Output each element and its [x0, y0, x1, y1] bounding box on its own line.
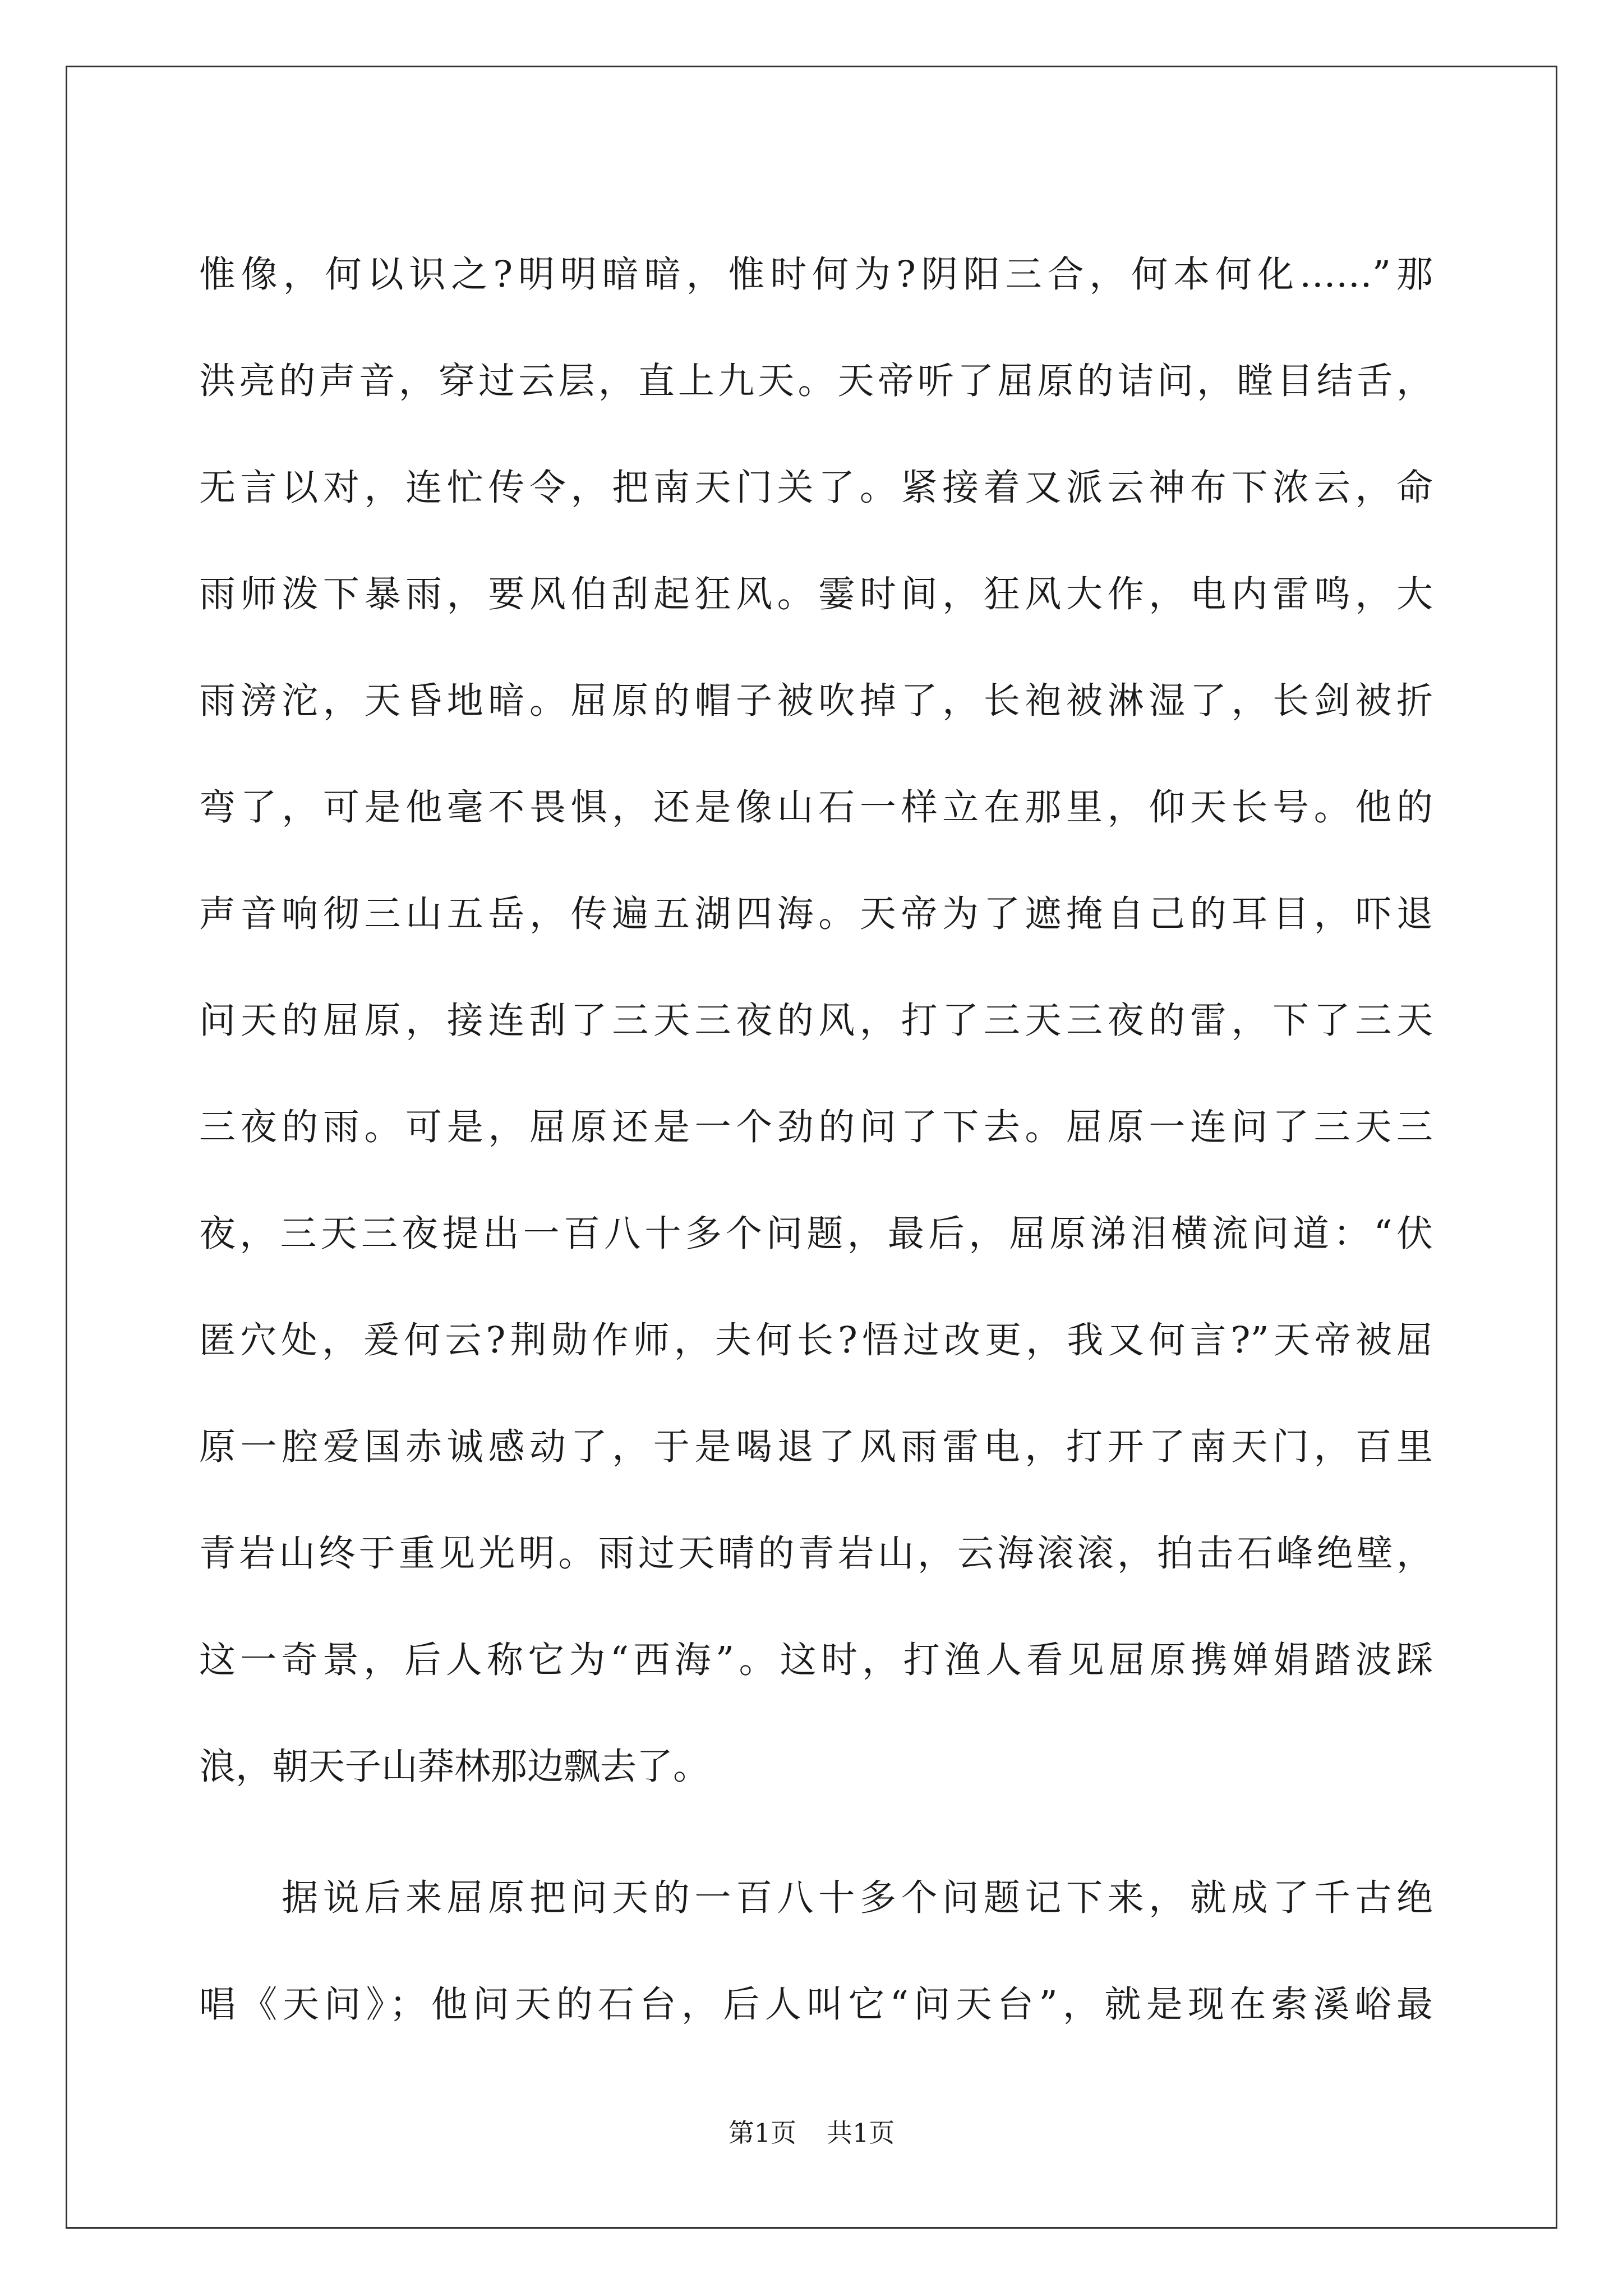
page-total: 共1页	[827, 2118, 895, 2148]
text-line: 弯了，可是他毫不畏惧，还是像山石一样立在那里，仰天长号。他的	[199, 786, 1433, 829]
text-line: 雨滂沱，天昏地暗。屈原的帽子被吹掉了，长袍被淋湿了，长剑被折	[199, 680, 1433, 722]
text-line: 问天的屈原，接连刮了三天三夜的风，打了三天三夜的雷，下了三天	[199, 1000, 1433, 1042]
text-line: 青岩山终于重见光明。雨过天晴的青岩山，云海滚滚，拍击石峰绝壁，	[199, 1533, 1433, 1575]
text-line: 三夜的雨。可是，屈原还是一个劲的问了下去。屈原一连问了三天三	[199, 1106, 1433, 1148]
paragraph-gap	[199, 1820, 1433, 1845]
text-line: 惟像，何以识之?明明暗暗，惟时何为?阴阳三合，何本何化……”那	[199, 254, 1433, 296]
page-number: 第1页	[728, 2118, 796, 2148]
text-line: 浪，朝天子山莽林那边飘去了。	[199, 1746, 710, 1788]
page-footer	[0, 2116, 1623, 2150]
text-line: 无言以对，连忙传令，把南天门关了。紧接着又派云神布下浓云，命	[199, 467, 1433, 509]
text-line: 夜，三天三夜提出一百八十多个问题，最后，屈原涕泪横流问道：“伏	[199, 1213, 1433, 1255]
text-line: 匿穴处，爰何云?荆勋作师，夫何长?悟过改更，我又何言?”天帝被屈	[199, 1319, 1433, 1361]
text-line: 原一腔爱国赤诚感动了，于是喝退了风雨雷电，打开了南天门，百里	[199, 1426, 1433, 1468]
text-line: 唱《天问》；他问天的石台，后人叫它“问天台”，就是现在索溪峪最	[199, 1984, 1433, 2026]
text-line: 洪亮的声音，穿过云层，直上九天。天帝听了屈原的诘问，瞠目结舌，	[199, 360, 1433, 402]
text-line: 雨师泼下暴雨，要风伯刮起狂风。霎时间，狂风大作，电内雷鸣，大	[199, 573, 1433, 615]
document-body	[199, 222, 1433, 2058]
text-line: 据说后来屈原把问天的一百八十多个问题记下来，就成了千古绝	[199, 1877, 1433, 1919]
text-line: 这一奇景，后人称它为“西海”。这时，打渔人看见屈原携婵娟踏波踩	[199, 1639, 1433, 1681]
text-line: 声音响彻三山五岳，传遍五湖四海。天帝为了遮掩自己的耳目，吓退	[199, 893, 1433, 935]
